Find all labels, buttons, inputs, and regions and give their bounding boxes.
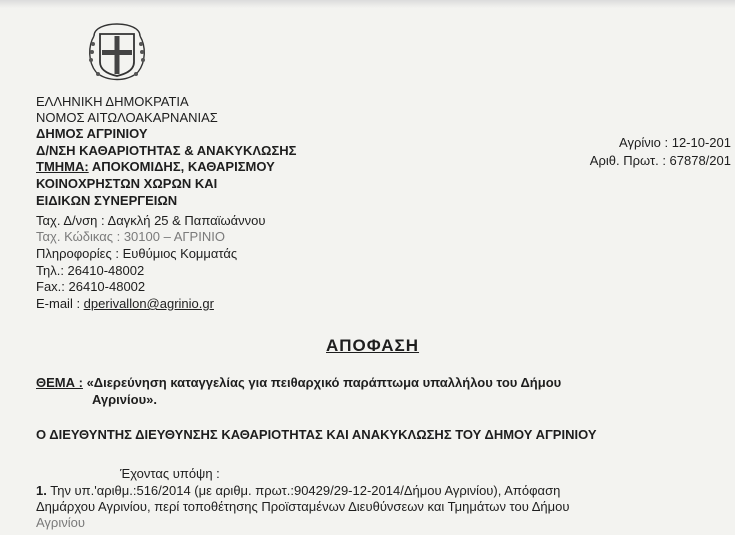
header-postcode: Ταχ. Κώδικας : 30100 – ΑΓΡΙΝΙΟ <box>36 229 225 244</box>
item-1-line2: Δημάρχου Αγρινίου, περί τοποθέτησης Προϊσταμένων Διευθύνσεων και Τμημάτων του Δήμου <box>36 499 570 514</box>
header-prefecture: ΝΟΜΟΣ ΑΙΤΩΛΟΑΚΑΡΝΑΝΙΑΣ <box>36 110 218 125</box>
header-municipality: ΔΗΜΟΣ ΑΓΡΙΝΙΟΥ <box>36 126 148 141</box>
header-fax: Fax.: 26410-48002 <box>36 279 146 294</box>
having-considered: Έχοντας υπόψη : <box>120 466 220 481</box>
header-email-row <box>36 296 214 311</box>
email-label: E-mail : <box>36 296 84 311</box>
item-1-number: 1. <box>36 483 47 498</box>
header-phone: Τηλ.: 26410-48002 <box>36 263 145 278</box>
subject-line1: «Διερεύνηση καταγγελίας για πειθαρχικό παράπτωμα υπαλλήλου του Δήμου <box>82 375 562 390</box>
header-department <box>36 159 275 174</box>
header-department-line2: ΚΟΙΝΟΧΡΗΣΤΩΝ ΧΩΡΩΝ ΚΑΙ <box>36 176 218 191</box>
email-link[interactable]: dperivallon@agrinio.gr <box>83 296 214 311</box>
header-department-line3: ΕΙΔΙΚΩΝ ΣΥΝΕΡΓΕΙΩΝ <box>36 193 178 208</box>
greek-coat-of-arms-icon <box>86 12 148 88</box>
protocol-number: Αριθ. Πρωτ. : 67878/201 <box>589 153 731 168</box>
header-address: Ταχ. Δ/νση : Δαγκλή 25 & Παπαϊωάννου <box>36 213 266 228</box>
header-info: Πληροφορίες : Ευθύμιος Κομματάς <box>36 246 238 261</box>
scan-edge <box>0 0 735 8</box>
item-1-line3: Αγρινίου <box>36 515 85 530</box>
department-text: ΑΠΟΚΟΜΙΔΗΣ, ΚΑΘΑΡΙΣΜΟΥ <box>88 159 275 174</box>
document-date: Αγρίνιο : 12-10-201 <box>619 135 731 150</box>
item-1-line1 <box>36 483 560 498</box>
director-heading: Ο ΔΙΕΥΘΥΝΤΗΣ ΔΙΕΥΘΥΝΣΗΣ ΚΑΘΑΡΙΟΤΗΤΑΣ ΚΑΙ ΑΝΑΚΥΚΛΩΣΗΣ ΤΟΥ ΔΗΜΟΥ ΑΓΡΙΝΙΟΥ <box>36 427 597 442</box>
header-country: ΕΛΛΗΝΙΚΗ ΔΗΜΟΚΡΑΤΙΑ <box>36 94 189 109</box>
subject-block <box>36 374 561 408</box>
header-directorate: Δ/ΝΣΗ ΚΑΘΑΡΙΟΤΗΤΑΣ & ΑΝΑΚΥΚΛΩΣΗΣ <box>36 143 297 158</box>
department-label: ΤΜΗΜΑ: <box>36 159 89 174</box>
subject-label: ΘΕΜΑ : <box>36 375 83 390</box>
item-1-text: Την υπ.'αριθμ.:516/2014 (με αριθμ. πρωτ.:90429/29-12-2014/Δήμου Αγρινίου), Απόφαση <box>46 483 561 498</box>
subject-line2: Αγρινίου». <box>92 392 157 407</box>
page-title: ΑΠΟΦΑΣΗ <box>326 336 420 355</box>
